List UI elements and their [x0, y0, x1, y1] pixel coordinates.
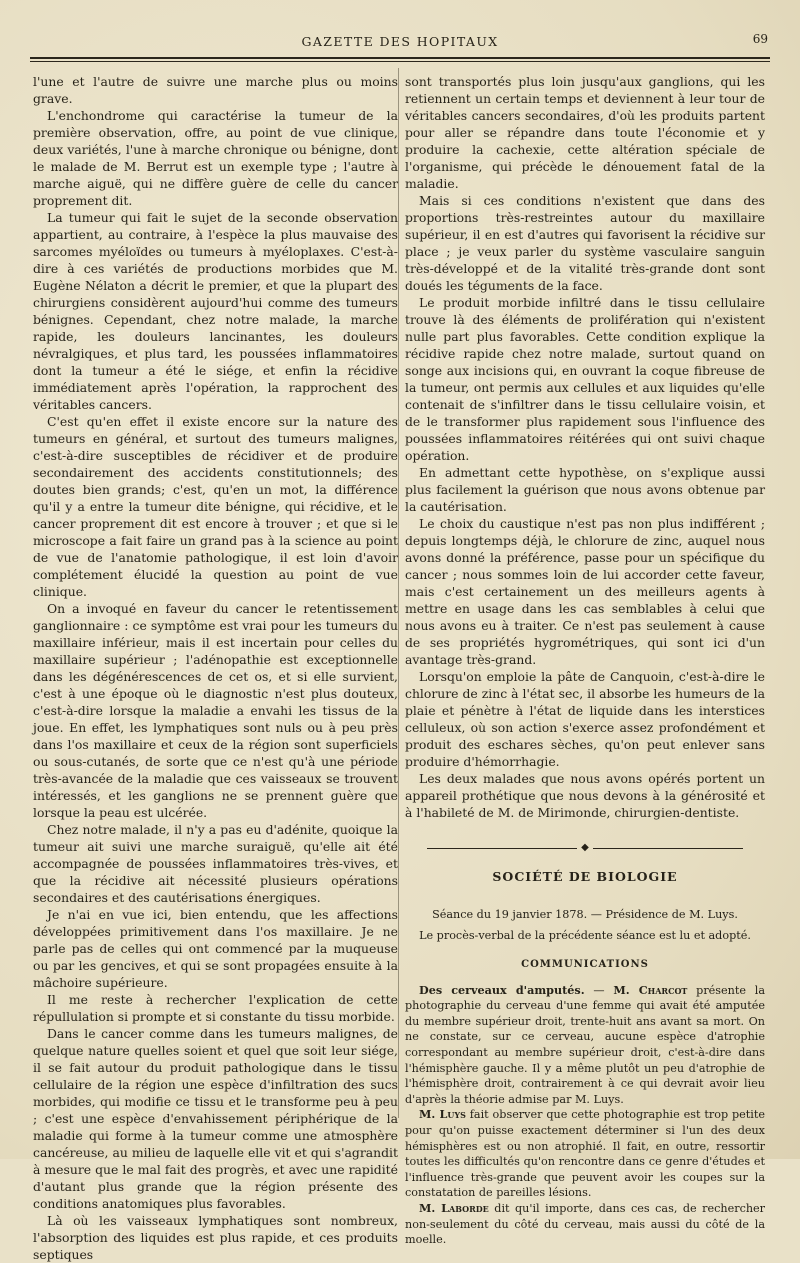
left-column — [33, 73, 398, 1263]
section-title: SOCIÉTÉ DE BIOLOGIE — [492, 868, 678, 884]
paragraph: Il me reste à rechercher l'explication de cette répullulation si prompte et si constante du tissu morbide. — [33, 992, 398, 1024]
minutes-line: Le procès-verbal de la précédente séance est lu et adopté. — [419, 929, 751, 943]
section-ornament: ◆ — [405, 843, 765, 854]
session-line: Séance du 19 janvier 1878. — Présidence de M. Luys. — [432, 907, 738, 921]
paragraph: On a invoqué en faveur du cancer le retentissement ganglionnaire : ce symptôme est vrai pour les tumeurs du maxillaire inférieur, mais il est incertain pour celles du maxillaire supérieur ; l'adénopathie est exceptionnelle dans les dégénérescences de cet os, et si elle survient, c'est à une époque où le diagnostic n'est plus douteux, c'est-à-dire lorsque la maladie a envahi les tissus de la joue. En effet, les lymphatiques sont nuls ou à peu près dans l'os maxillaire et ceux de la région sont superficiels ou sous-cutanés, de sorte que ce n'est qu'à une période très-avancée de la maladie que ces vaisseaux se trouvent intéressés, et les ganglions ne se prennent guère que lorsque la peau est ulcérée. — [33, 601, 398, 820]
paragraph: Le produit morbide infiltré dans le tissu cellulaire trouve là des éléments de prolifération qui n'existent nulle part plus favorables. Cette condition explique la récidive rapide chez notre malade, surtout quand on songe aux incisions qui, en ouvrant la coque fibreuse de la tumeur, ont permis aux cellules et aux liquides qu'elle contenait de s'infiltrer dans le tissu cellulaire voisin, et de le transformer plus rapidement sous l'influence des poussées inflammatoires réitérées qui ont suivi chaque opération. — [405, 295, 765, 463]
paragraph: Les deux malades que nous avons opérés portent un appareil prothétique que nous devons à la générosité et à l'habileté de M. de Mirimonde, chirurgien-dentiste. — [405, 771, 765, 820]
communication-text: fait observer que cette photographie est trop petite pour qu'on puisse exactement déterminer si l'un des deux hémisphères est ou non atrophié. Il fait, en outre, ressortir toutes les difficultés qu'on rencontre dans ce genre d'études et l'influence très-grande que peuvent avoir les coupes sur la constatation de pareilles lésions. — [405, 1108, 765, 1200]
header-rule-thin — [30, 61, 770, 62]
paragraph: Le choix du caustique n'est pas non plus indifférent ; depuis longtemps déjà, le chlorure de zinc, auquel nous avons donné la préférence, passe pour un spécifique du cancer ; nous sommes loin de lui accorder cette faveur, mais c'est certainement un des meilleurs agents à mettre en usage dans les cas semblables à celui que nous avons eu à traiter. Ce n'est pas seulement à cause de ses propriétés hygrométriques, qui sont ici d'un avantage très-grand. — [405, 516, 765, 667]
right-column — [405, 73, 765, 1248]
paragraph: L'enchondrome qui caractérise la tumeur de la première observation, offre, au point de vue clinique, deux variétés, l'une à marche chronique ou bénigne, dont le malade de M. Berrut est un exemple type ; l'autre à marche aiguë, qui ne diffère guère de celle du cancer proprement dit. — [33, 108, 398, 208]
paragraph: Chez notre malade, il n'y a pas eu d'adénite, quoique la tumeur ait suivi une marche suraiguë, qu'elle ait été accompagnée de poussées inflammatoires très-vives, et que la récidive ait nécessité plusieurs opérations secondaires et des cautérisations énergiques. — [33, 822, 398, 905]
communication-item — [405, 1201, 765, 1248]
communication-text: présente la photographie du cerveau d'une femme qui avait été amputée du membre supérieur droit, trente-huit ans avant sa mort. On ne constate, sur ce cerveau, aucune espèce d'atrophie correspondant au membre supérieur droit, c'est-à-dire dans l'hémisphère gauche. Il y a même plutôt un peu d'atrophie de l'hémisphère droit, contrairement à ce qui devrait avoir lieu d'après la théorie admise par M. Luys. — [405, 983, 765, 1106]
speaker-name: M. Luys — [419, 1107, 466, 1122]
paragraph: Là où les vaisseaux lymphatiques sont nombreux, l'absorption des liquides est plus rapide, et ces produits septiques — [33, 1213, 398, 1262]
header-rule-thick — [30, 57, 770, 59]
paragraph: Mais si ces conditions n'existent que dans des proportions très-restreintes autour du maxillaire supérieur, il en est d'autres qui favorisent la récidive sur place ; je veux parler du système vasculaire sanguin très-développé et de la vitalité très-grande dont sont doués les téguments de la face. — [405, 193, 765, 293]
page-number: 69 — [752, 32, 768, 46]
column-divider — [398, 68, 399, 1118]
speaker-name: M. Charcot — [613, 982, 688, 997]
paragraph: l'une et l'autre de suivre une marche plus ou moins grave. — [33, 74, 398, 106]
communication-item: Des cerveaux d'amputés. — M. Charcot présente la photographie du cerveau d'une femme qui avait été amputée du membre supérieur droit, trente-huit ans avant sa mort. On ne constate, sur ce cerveau, aucune espèce d'atrophie correspondant au membre supérieur droit, c'est-à-dire dans l'hémisphère gauche. Il y a même plutôt un peu d'atrophie de l'hémisphère droit, contrairement à ce qui devrait avoir lieu d'après la théorie admise par M. Luys. — [405, 982, 765, 1106]
paragraph: sont transportés plus loin jusqu'aux ganglions, qui les retiennent un certain temps et deviennent à leur tour de véritables cancers secondaires, d'où les produits partent pour aller se répandre dans toute l'économie et y produire la cachexie, cette altération spéciale de l'organisme, qui précède le dénouement fatal de la maladie. — [405, 74, 765, 191]
paragraph: Je n'ai en vue ici, bien entendu, que les affections développées primitivement dans l'os maxillaire. Je ne parle pas de celles qui ont commencé par la muqueuse ou par les gencives, et qui se sont propagées ensuite à la mâchoire supérieure. — [33, 907, 398, 990]
communication-item — [405, 1107, 765, 1201]
communications-heading: COMMUNICATIONS — [521, 958, 649, 970]
paragraph: La tumeur qui fait le sujet de la seconde observation appartient, au contraire, à l'espèce la plus mauvaise des sarcomes myéloïdes ou tumeurs à myéloplaxes. C'est-à-dire à ces variétés de productions morbides que M. Eugène Nélaton a décrit le premier, et que la plupart des chirurgiens considèrent aujourd'hui comme des tumeurs bénignes. Cependant, chez notre malade, la marche rapide, les douleurs lancinantes, les douleurs névralgiques, et plus tard, les poussées inflammatoires dont la tumeur a été le siége, et enfin la récidive immédiatement après l'opération, la rapprochent des véritables cancers. — [33, 210, 398, 412]
page-header — [30, 34, 770, 58]
paragraph: C'est qu'en effet il existe encore sur la nature des tumeurs en général, et surtout des tumeurs malignes, c'est-à-dire susceptibles de récidiver et de produire secondairement des accidents constitutionnels; des doutes bien grands; c'est, qu'en un mot, la différence qu'il y a entre la tumeur dite bénigne, qui récidive, et le cancer proprement dit est encore à trouver ; et que si le microscope a fait faire un grand pas à la science au point de vue de l'anatomie pathologique, il est loin d'avoir complétement élucidé la question au point de vue clinique. — [33, 414, 398, 599]
communication-text: dit qu'il importe, dans ces cas, de rechercher non-seulement du côté du cerveau, mais aussi du côté de la moelle. — [405, 1202, 766, 1247]
speaker-name: M. Laborde — [419, 1201, 489, 1215]
paragraph: En admettant cette hypothèse, on s'explique aussi plus facilement la guérison que nous avons obtenue par la cautérisation. — [405, 465, 765, 514]
paragraph: Lorsqu'on emploie la pâte de Canquoin, c'est-à-dire le chlorure de zinc à l'état sec, il absorbe les humeurs de la plaie et pénètre à l'état de liquide dans les interstices celluleux, où son action s'exerce assez profondément et produit des eschares sèches, qu'on peut enlever sans produire d'hémorrhagie. — [405, 669, 765, 769]
running-title: GAZETTE DES HOPITAUX — [301, 34, 499, 49]
paragraph: Dans le cancer comme dans les tumeurs malignes, de quelque nature quelles soient et quel que soit leur siége, il se fait autour du produit pathologique dans le tissu cellulaire de la région une espèce d'infiltration des sucs morbides, qui modifie ce tissu et le transforme peu à peu ; c'est une espèce d'envahissement périphérique de la maladie qui forme à la tumeur comme une atmosphère cancéreuse, au milieu de laquelle elle vit et qui s'agrandit à mesure que le mal fait des progrès, et avec une rapidité d'autant plus grande que la région présente des conditions anatomiques plus favorables. — [33, 1026, 398, 1211]
communication-lead: Des cerveaux d'amputés. — [419, 982, 585, 997]
